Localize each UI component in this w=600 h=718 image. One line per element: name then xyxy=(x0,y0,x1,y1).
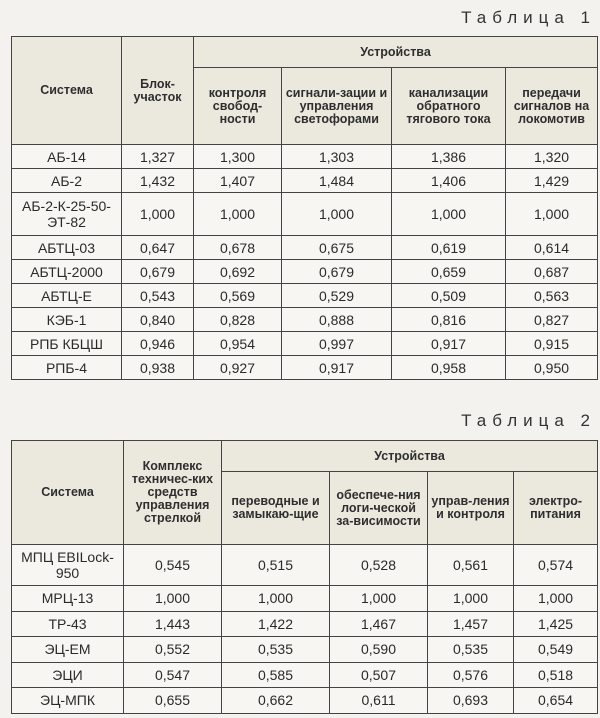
value-cell: 0,917 xyxy=(392,332,506,356)
system-name-cell: АБТЦ-03 xyxy=(12,236,122,260)
system-name-cell: КЭБ-1 xyxy=(12,308,122,332)
value-cell: 0,654 xyxy=(514,688,598,714)
system-name-cell: РПБ-4 xyxy=(12,356,122,380)
value-cell: 1,300 xyxy=(194,145,282,169)
value-cell: 0,659 xyxy=(392,260,506,284)
system-name-cell: ЭЦ-МПК xyxy=(12,688,124,714)
table-row xyxy=(12,236,598,260)
table-row xyxy=(12,586,598,612)
value-cell: 0,679 xyxy=(122,260,194,284)
value-cell: 0,816 xyxy=(392,308,506,332)
system-name-cell: ЭЦИ xyxy=(12,662,124,688)
value-cell: 0,954 xyxy=(194,332,282,356)
value-cell: 1,000 xyxy=(514,586,598,612)
value-cell: 0,888 xyxy=(282,308,392,332)
table1-caption: Таблица 1 xyxy=(461,8,596,27)
value-cell: 1,303 xyxy=(282,145,392,169)
value-cell: 0,552 xyxy=(124,637,222,663)
table2-subheader: электро-питания xyxy=(514,472,598,545)
value-cell: 0,647 xyxy=(122,236,194,260)
table2-subheader: обеспече-ния логи-ческой за-висимости xyxy=(330,472,428,545)
value-cell: 0,590 xyxy=(330,637,428,663)
table2-header-complex: Комплекс техничес-ких средств управления стрелкой xyxy=(124,441,222,545)
table2-subheader: управ-ления и контроля xyxy=(428,472,514,545)
table-row xyxy=(12,145,598,169)
table1-subheader: передачи сигналов на локомотив xyxy=(506,68,598,145)
value-cell: 0,675 xyxy=(282,236,392,260)
value-cell: 0,678 xyxy=(194,236,282,260)
value-cell: 0,614 xyxy=(506,236,598,260)
value-cell: 0,561 xyxy=(428,545,514,586)
value-cell: 0,611 xyxy=(330,688,428,714)
value-cell: 0,927 xyxy=(194,356,282,380)
table-row xyxy=(12,688,598,714)
table1-header-block: Блок-участок xyxy=(122,37,194,145)
table-row xyxy=(12,662,598,688)
table2-header-group: Устройства xyxy=(222,441,598,472)
value-cell: 0,997 xyxy=(282,332,392,356)
value-cell: 0,692 xyxy=(194,260,282,284)
table1-header-system: Система xyxy=(12,37,122,145)
table2 xyxy=(11,440,598,714)
table-row xyxy=(12,611,598,637)
value-cell: 0,958 xyxy=(392,356,506,380)
table1-header-group: Устройства xyxy=(194,37,598,68)
table2-header-system: Система xyxy=(12,441,124,545)
value-cell: 1,000 xyxy=(428,586,514,612)
value-cell: 1,000 xyxy=(124,586,222,612)
value-cell: 0,679 xyxy=(282,260,392,284)
value-cell: 0,507 xyxy=(330,662,428,688)
table1-subheader: контроля свобод-ности xyxy=(194,68,282,145)
value-cell: 0,543 xyxy=(122,284,194,308)
value-cell: 0,547 xyxy=(124,662,222,688)
value-cell: 1,422 xyxy=(222,611,330,637)
value-cell: 1,320 xyxy=(506,145,598,169)
value-cell: 1,000 xyxy=(194,193,282,236)
table1-body xyxy=(12,145,598,380)
value-cell: 0,938 xyxy=(122,356,194,380)
system-name-cell: РПБ КБЦШ xyxy=(12,332,122,356)
value-cell: 1,406 xyxy=(392,169,506,193)
value-cell: 1,000 xyxy=(222,586,330,612)
value-cell: 0,535 xyxy=(428,637,514,663)
value-cell: 0,655 xyxy=(124,688,222,714)
value-cell: 0,509 xyxy=(392,284,506,308)
system-name-cell: АБТЦ-2000 xyxy=(12,260,122,284)
table-row xyxy=(12,308,598,332)
table1 xyxy=(11,36,598,380)
table-row xyxy=(12,169,598,193)
value-cell: 1,000 xyxy=(506,193,598,236)
table-row xyxy=(12,545,598,586)
value-cell: 0,529 xyxy=(282,284,392,308)
value-cell: 0,585 xyxy=(222,662,330,688)
system-name-cell: АБ-2 xyxy=(12,169,122,193)
table-row xyxy=(12,356,598,380)
system-name-cell: АБТЦ-Е xyxy=(12,284,122,308)
value-cell: 0,518 xyxy=(514,662,598,688)
value-cell: 0,946 xyxy=(122,332,194,356)
value-cell: 0,693 xyxy=(428,688,514,714)
table-row xyxy=(12,332,598,356)
value-cell: 0,528 xyxy=(330,545,428,586)
value-cell: 0,917 xyxy=(282,356,392,380)
table2-caption: Таблица 2 xyxy=(461,411,596,430)
value-cell: 1,467 xyxy=(330,611,428,637)
value-cell: 1,429 xyxy=(506,169,598,193)
value-cell: 0,828 xyxy=(194,308,282,332)
table2-body xyxy=(12,545,598,714)
value-cell: 1,443 xyxy=(124,611,222,637)
value-cell: 0,549 xyxy=(514,637,598,663)
table-row xyxy=(12,193,598,236)
table1-subheader: сигнали-зации и управления светофорами xyxy=(282,68,392,145)
value-cell: 0,950 xyxy=(506,356,598,380)
table1-subheader: канализации обратного тягового тока xyxy=(392,68,506,145)
table-row xyxy=(12,284,598,308)
value-cell: 1,432 xyxy=(122,169,194,193)
value-cell: 0,515 xyxy=(222,545,330,586)
value-cell: 0,535 xyxy=(222,637,330,663)
value-cell: 0,545 xyxy=(124,545,222,586)
system-name-cell: ЭЦ-ЕМ xyxy=(12,637,124,663)
value-cell: 1,407 xyxy=(194,169,282,193)
value-cell: 0,840 xyxy=(122,308,194,332)
value-cell: 0,576 xyxy=(428,662,514,688)
table2-subheader: переводные и замыкаю-щие xyxy=(222,472,330,545)
value-cell: 1,484 xyxy=(282,169,392,193)
system-name-cell: МРЦ-13 xyxy=(12,586,124,612)
system-name-cell: АБ-14 xyxy=(12,145,122,169)
system-name-cell: АБ-2-К-25-50-ЭТ-82 xyxy=(12,193,122,236)
table-row xyxy=(12,637,598,663)
value-cell: 1,327 xyxy=(122,145,194,169)
system-name-cell: МПЦ EBILock-950 xyxy=(12,545,124,586)
value-cell: 0,687 xyxy=(506,260,598,284)
value-cell: 0,569 xyxy=(194,284,282,308)
value-cell: 1,000 xyxy=(122,193,194,236)
value-cell: 1,457 xyxy=(428,611,514,637)
value-cell: 1,000 xyxy=(282,193,392,236)
value-cell: 1,425 xyxy=(514,611,598,637)
value-cell: 0,563 xyxy=(506,284,598,308)
value-cell: 1,000 xyxy=(392,193,506,236)
value-cell: 0,619 xyxy=(392,236,506,260)
value-cell: 1,386 xyxy=(392,145,506,169)
value-cell: 1,000 xyxy=(330,586,428,612)
value-cell: 0,827 xyxy=(506,308,598,332)
system-name-cell: ТР-43 xyxy=(12,611,124,637)
value-cell: 0,915 xyxy=(506,332,598,356)
table-row xyxy=(12,260,598,284)
value-cell: 0,662 xyxy=(222,688,330,714)
value-cell: 0,574 xyxy=(514,545,598,586)
